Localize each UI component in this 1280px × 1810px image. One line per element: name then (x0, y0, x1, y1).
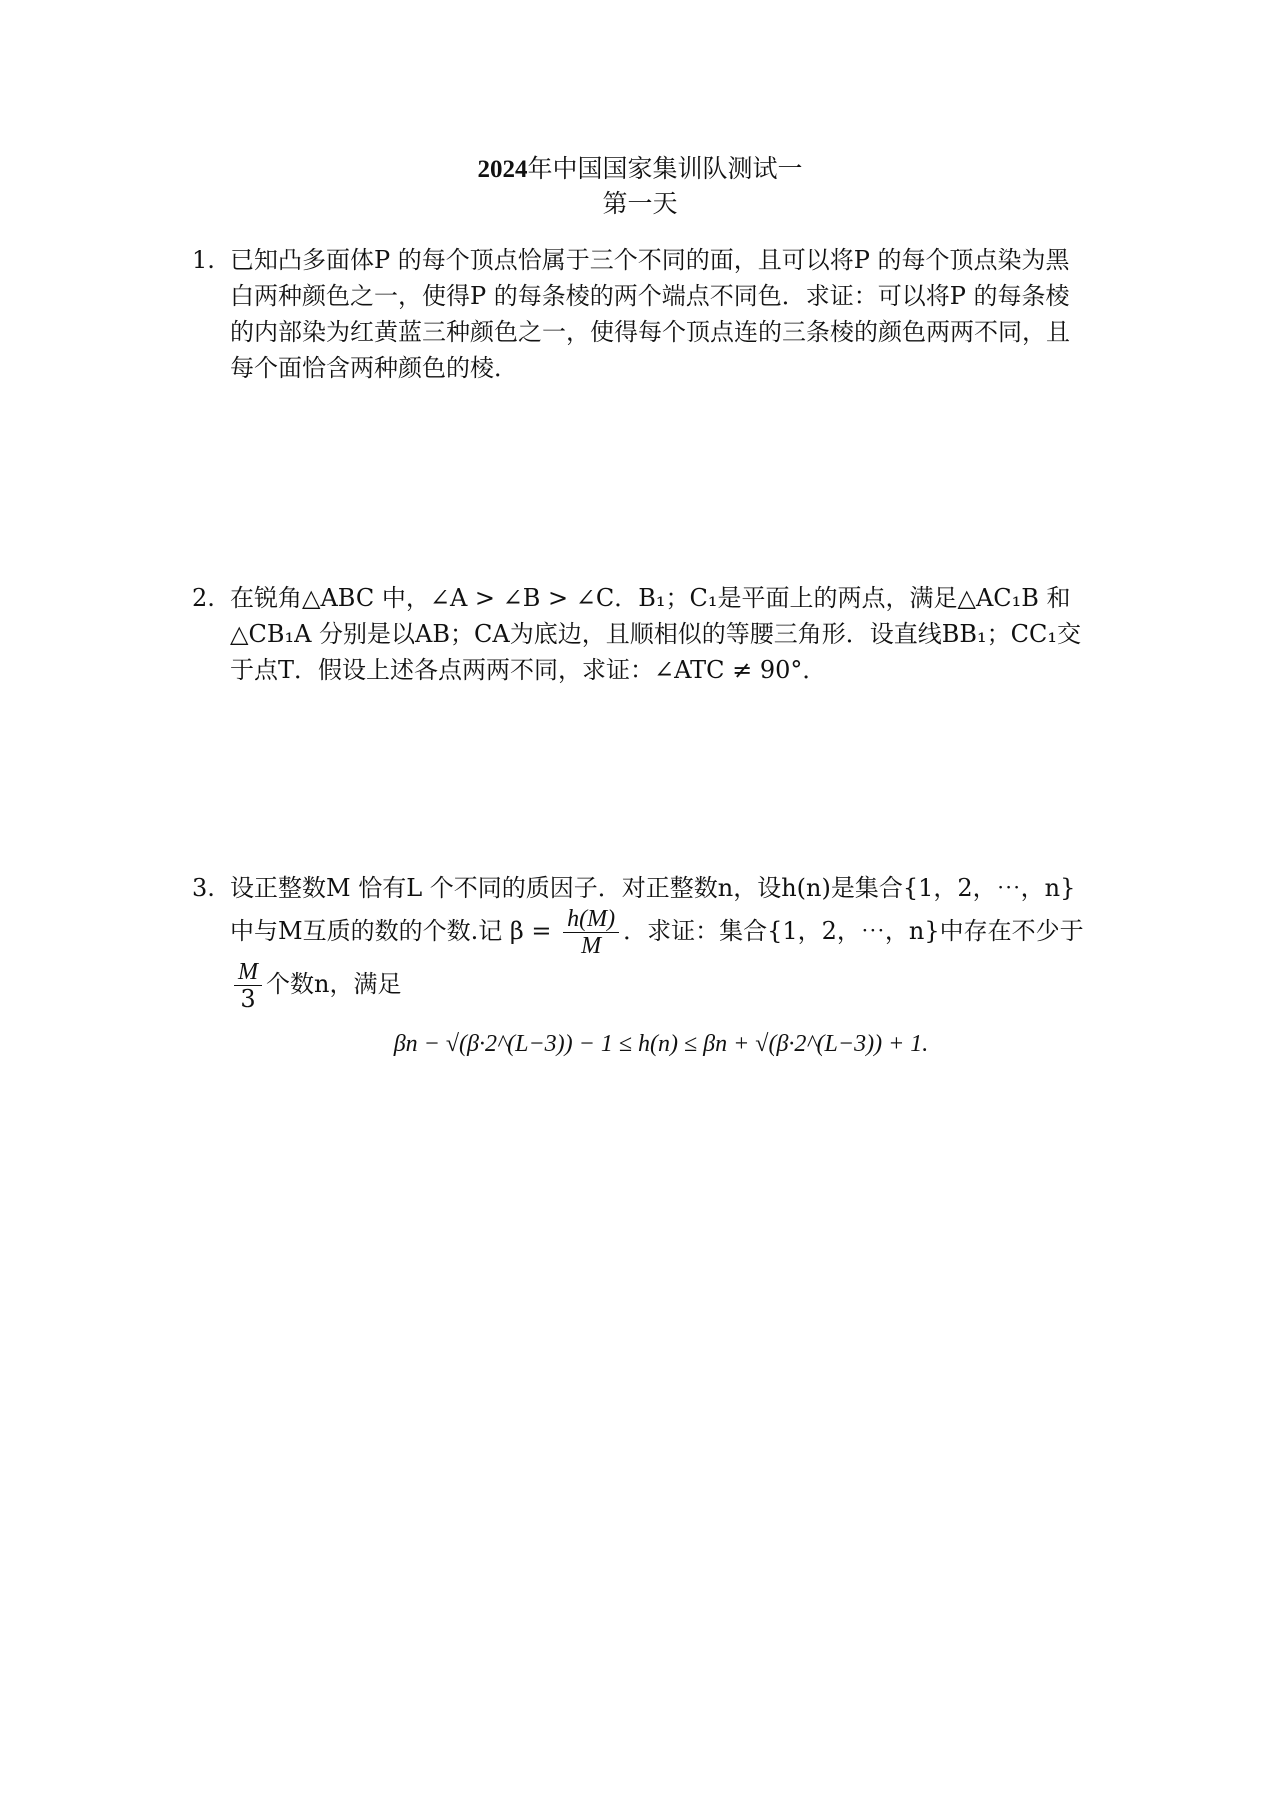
problem-text (230, 870, 1092, 1012)
fraction-numerator: M (234, 959, 262, 986)
page-title: 2024年中国国家集训队测试一 (477, 154, 803, 183)
problem-text: 在锐角△ABC 中，∠A > ∠B > ∠C．B₁；C₁是平面上的两点，满足△AC₁B 和△CB₁A 分别是以AB；CA为底边，且顺相似的等腰三角形．设直线BB₁；CC₁交于点T．假设上述各点两两不同，求证：∠ATC ≠ 90°． (230, 584, 1081, 684)
problem-text-part: 设正整数M 恰有L 个不同的质因子．对正整数n，设h(n)是集合{1，2，⋯，n}中与M互质的数的个数.记 β = (230, 874, 1076, 945)
fraction-numerator: h(M) (563, 906, 619, 933)
fraction-denominator: 3 (240, 985, 256, 1013)
problem-text-part: ．求证：集合{1，2，⋯，n}中存在不少于 (623, 917, 1084, 945)
problem-3 (192, 870, 1092, 1062)
problem-number: 3. (192, 874, 215, 902)
header (0, 152, 1280, 221)
fraction-denominator: M (581, 933, 602, 959)
fraction-beta (563, 906, 619, 959)
problem-2 (192, 580, 1092, 688)
problem-text-part: 个数n，满足 (266, 970, 402, 998)
problem-1 (192, 242, 1092, 386)
page-subtitle: 第一天 (602, 189, 678, 218)
problem-number: 2. (192, 584, 215, 612)
problem-number: 1. (192, 246, 215, 274)
problem-text: 已知凸多面体P 的每个顶点恰属于三个不同的面，且可以将P 的每个顶点染为黑白两种颜色之一，使得P 的每条棱的两个端点不同色．求证：可以将P 的每条棱的内部染为红黄蓝三种颜色之一，使得每个顶点连的三条棱的颜色两两不同，且每个面恰含两种颜色的棱． (230, 246, 1070, 382)
fraction-m-over-3 (234, 959, 262, 1012)
main-inequality: βn − √(β·2^(L−3)) − 1 ≤ h(n) ≤ βn + √(β·2^(L−3)) + 1. (393, 1031, 929, 1057)
